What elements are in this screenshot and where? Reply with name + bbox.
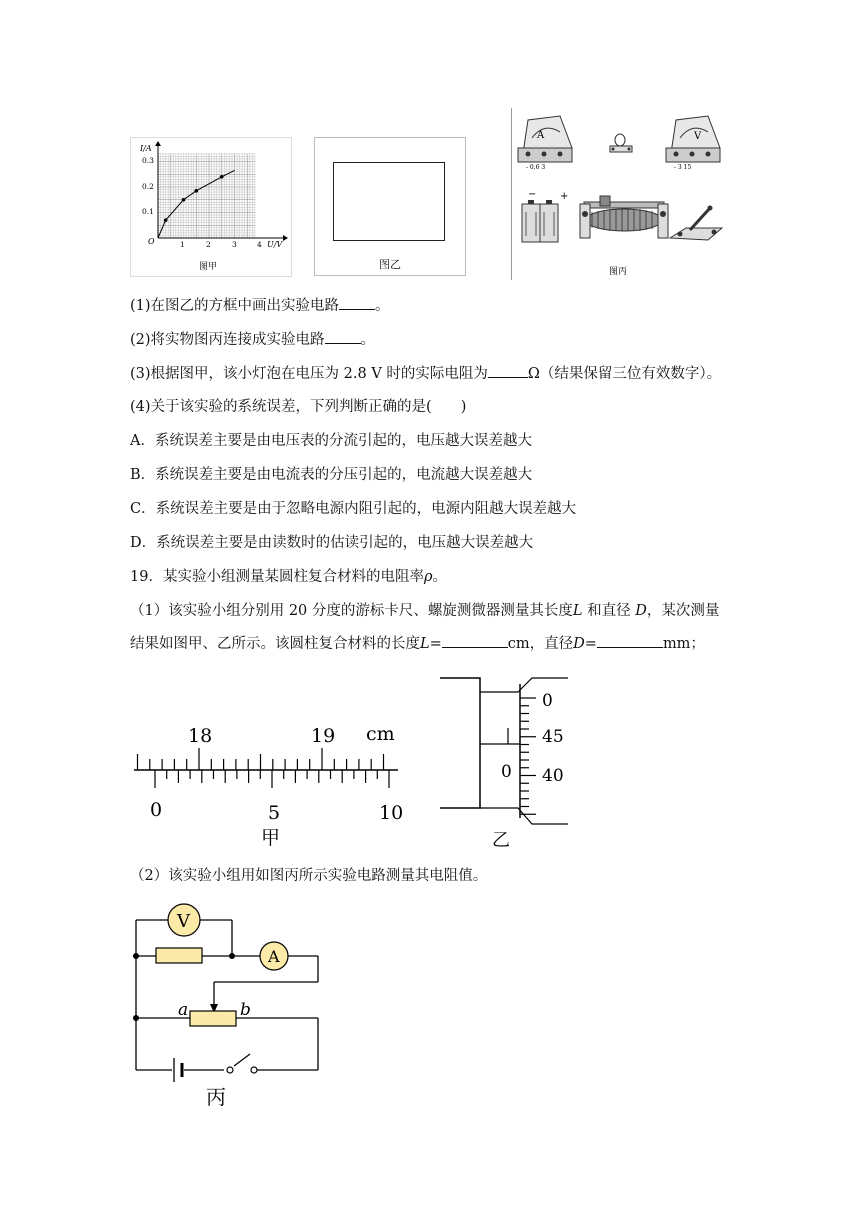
origin-label: O xyxy=(148,237,155,246)
question-4: (4)关于该实验的系统误差，下列判断正确的是( ) xyxy=(130,399,467,415)
y-axis-label: I/A xyxy=(140,144,152,153)
question-1 xyxy=(130,295,390,316)
figure-caption: 乙 xyxy=(492,830,510,851)
battery-minus: − xyxy=(528,189,537,200)
switch-contact xyxy=(251,1067,257,1073)
symbol-D: D xyxy=(635,603,647,619)
q19-text: 19．某实验小组测量某圆柱复合材料的电阻率 xyxy=(130,569,424,585)
length-answer-blank[interactable] xyxy=(442,633,508,648)
voltmeter-letter: V xyxy=(177,911,190,932)
data-point xyxy=(220,175,224,179)
circuit-draw-box xyxy=(333,162,445,241)
q19-1-text2: ，某次测量 xyxy=(646,603,720,619)
answer-blank[interactable] xyxy=(325,329,361,344)
q2-text: (2)将实物图丙连接成实验电路 xyxy=(130,332,325,348)
thimble-label: 0 xyxy=(542,691,553,711)
resistor xyxy=(156,948,202,963)
q19-1-line2: 结果如图甲、乙所示。该圆柱复合材料的长度 xyxy=(130,636,420,652)
unit-label: cm xyxy=(366,723,395,745)
y-tick-label: 0.2 xyxy=(142,182,154,191)
figure-caption: 图乙 xyxy=(379,258,401,271)
figure-caption: 图丙 xyxy=(609,267,628,277)
q1-text: (1)在图乙的方框中画出实验电路 xyxy=(130,298,340,314)
q19-end: 。 xyxy=(432,569,447,585)
option-d[interactable]: D．系统误差主要是由读数时的估读引起的，电压越大误差越大 xyxy=(130,535,534,551)
unit-cm: cm，直径 xyxy=(507,636,574,652)
vernier-caliper-figure xyxy=(128,715,408,855)
q19-1-and: 和直径 xyxy=(582,603,636,619)
ammeter-device xyxy=(518,116,572,171)
question-19-1-line2 xyxy=(130,633,705,654)
battery-plus: + xyxy=(560,191,569,202)
vernier-label: 5 xyxy=(268,802,281,824)
thimble-label: 40 xyxy=(542,766,564,786)
data-point xyxy=(182,198,186,202)
q2-suffix: 。 xyxy=(360,332,376,348)
rho-symbol: ρ xyxy=(423,569,433,585)
x-axis-label: U/V xyxy=(267,240,283,249)
main-scale-label: 19 xyxy=(311,725,336,747)
rheostat xyxy=(190,1011,236,1026)
option-a[interactable]: A．系统误差主要是由电压表的分流引起的，电压越大误差越大 xyxy=(130,433,532,449)
q19-1-text: （1）该实验小组分别用 20 分度的游标卡尺、螺旋测微器测量其长度 xyxy=(130,603,573,619)
rheostat-device xyxy=(580,196,668,238)
vernier-label: 10 xyxy=(379,802,404,824)
voltmeter-scale: - 3 15 xyxy=(674,164,692,171)
figure-bing xyxy=(514,108,732,280)
terminal-a-label: a xyxy=(178,1000,189,1020)
circuit-diagram xyxy=(128,900,338,1115)
ammeter-letter: A xyxy=(268,947,280,966)
eq-L: L= xyxy=(420,636,442,652)
y-tick-label: 0.1 xyxy=(142,207,154,216)
micrometer-figure xyxy=(440,672,580,852)
question-19-2: （2）该实验小组用如图丙所示实验电路测量其电阻值。 xyxy=(130,868,488,884)
x-tick-label: 4 xyxy=(257,240,262,249)
eq-D: D= xyxy=(573,636,597,652)
main-scale-label: 18 xyxy=(188,725,213,747)
data-point xyxy=(194,189,198,193)
vernier-label: 0 xyxy=(150,799,163,821)
apparatus-drawing xyxy=(514,108,732,280)
figure-caption: 图甲 xyxy=(199,262,218,272)
iu-graph xyxy=(131,138,291,276)
x-tick-label: 2 xyxy=(206,240,211,249)
micrometer xyxy=(440,672,580,852)
y-tick-label: 0.3 xyxy=(142,156,154,165)
question-3 xyxy=(130,363,721,384)
vernier-caliper xyxy=(128,715,408,855)
figure-caption: 甲 xyxy=(261,827,281,849)
answer-blank[interactable] xyxy=(339,295,375,310)
answer-blank[interactable] xyxy=(488,363,528,378)
terminal-b-label: b xyxy=(240,1000,251,1020)
switch-contact xyxy=(227,1067,233,1073)
q3-suffix: Ω（结果保留三位有效数字）。 xyxy=(527,366,722,382)
voltmeter-letter: V xyxy=(694,131,702,142)
figure-jia xyxy=(130,137,292,277)
question-2 xyxy=(130,329,375,350)
sleeve-label: 0 xyxy=(501,762,512,782)
figure-yi xyxy=(314,137,466,276)
option-c[interactable]: C．系统误差主要是由于忽略电源内阻引起的，电源内阻越大误差越大 xyxy=(130,501,577,517)
switch-device xyxy=(670,206,722,241)
unit-mm: mm； xyxy=(662,636,705,652)
x-tick-label: 1 xyxy=(180,240,185,249)
q3-text: (3)根据图甲，该小灯泡在电压为 2.8 V 时的实际电阻为 xyxy=(130,366,488,382)
figure-caption: 丙 xyxy=(206,1085,226,1109)
ammeter-scale: - 0.6 3 xyxy=(526,164,546,171)
symbol-L: L xyxy=(572,603,583,619)
data-point xyxy=(164,218,168,222)
thimble-label: 45 xyxy=(542,727,564,747)
voltmeter-device xyxy=(666,116,720,171)
option-b[interactable]: B．系统误差主要是由电流表的分压引起的，电流越大误差越大 xyxy=(130,467,533,483)
circuit-figure xyxy=(128,900,338,1115)
bulb-device xyxy=(610,134,632,152)
question-19 xyxy=(130,567,447,587)
battery-device xyxy=(522,189,568,242)
ammeter-letter: A xyxy=(537,130,545,141)
figure-divider xyxy=(511,108,512,280)
diameter-answer-blank[interactable] xyxy=(597,633,663,648)
q1-suffix: 。 xyxy=(375,298,390,314)
question-19-1-line1 xyxy=(130,601,719,621)
x-tick-label: 3 xyxy=(232,240,237,249)
